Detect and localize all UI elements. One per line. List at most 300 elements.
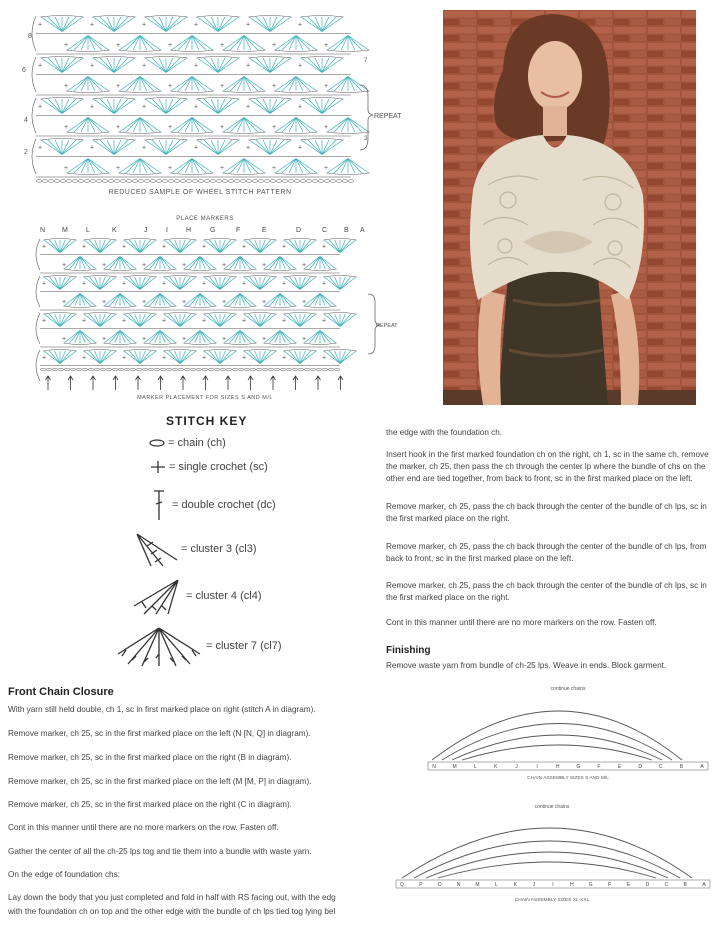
chart-fan (326, 77, 369, 93)
chart-chain-stitch (184, 368, 189, 371)
chart-sc-mark: + (182, 335, 187, 343)
chart-sc-mark: + (298, 103, 303, 111)
chart-sc-mark: + (90, 21, 95, 29)
chart-chain-stitch (48, 180, 53, 183)
chart-sc-mark: + (298, 144, 303, 152)
assembly2-top-label: continue chains (534, 804, 570, 810)
chart-sc-mark: + (182, 261, 187, 269)
key-cluster3-label: = cluster 3 (cl3) (181, 543, 257, 555)
assembly-letter: I (552, 882, 554, 888)
chart-sc-mark: + (202, 243, 207, 251)
chart-fan (263, 294, 296, 308)
chart-sc-mark: + (262, 298, 267, 306)
finishing-text: Remove waste yarn from bundle of ch-25 lps. Weave in ends. Block garment. (386, 661, 667, 670)
chart-sc-mark: + (142, 21, 147, 29)
chart-fan (183, 331, 216, 345)
chart-sc-mark: + (90, 62, 95, 70)
chart-chain-stitch (304, 368, 309, 371)
chart-sc-mark: + (38, 21, 43, 29)
chart-turn-loop (36, 350, 40, 381)
marker-arrow (293, 376, 298, 390)
chart-chain-stitch (180, 180, 185, 183)
chart-fan (274, 36, 317, 52)
chart-chain-stitch (142, 368, 147, 371)
chart-fan (92, 139, 135, 155)
chart-fan (143, 257, 176, 271)
chart-sc-mark: + (324, 164, 329, 172)
chart-chain-stitch (160, 368, 165, 371)
chart-sc-mark: + (38, 103, 43, 111)
key-chain (148, 437, 226, 449)
chart-fan (203, 239, 236, 253)
chart-chain-stitch (90, 180, 95, 183)
chart-sc-mark: + (142, 335, 147, 343)
model-photo (443, 10, 696, 405)
chart-chain-stitch (114, 180, 119, 183)
chart-fan (303, 294, 336, 308)
assembly-letter: L (494, 882, 498, 888)
chart-sc-mark: + (194, 144, 199, 152)
chart-sc-mark: + (168, 41, 173, 49)
chart-chain-stitch (250, 368, 255, 371)
chart-sc-mark: + (116, 164, 121, 172)
chart-chain-stitch (258, 180, 263, 183)
chart-fan (83, 313, 116, 327)
chart-sc-mark: + (220, 164, 225, 172)
top-repeat-label: REPEAT (374, 113, 402, 120)
chart-sc-mark: + (246, 62, 251, 70)
chart-fan (103, 257, 136, 271)
right-text-p6: Cont in this manner until there are no more markers on the row. Fasten off. (386, 618, 657, 627)
chart-fan (66, 36, 109, 52)
chart-chain-stitch (226, 368, 231, 371)
assembly-letter: J (532, 882, 536, 888)
marker-letter: J (144, 227, 148, 234)
front-closure-p2: Remove marker, ch 25, sc in the first marked place on the left (N [N, Q] in diagram). (8, 729, 311, 738)
chart-chain-stitch (252, 180, 257, 183)
chart-fan (170, 36, 213, 52)
chart-chain-stitch (288, 180, 293, 183)
chart-fan (170, 118, 213, 134)
chart-fan (63, 331, 96, 345)
chart-fan (283, 350, 316, 364)
chart-fan (243, 239, 276, 253)
chart-sc-mark: + (122, 280, 127, 288)
chart-sc-mark: + (298, 62, 303, 70)
chart-sc-mark: + (242, 317, 247, 325)
chart-sc-mark: + (116, 123, 121, 131)
chart-chain-stitch (196, 368, 201, 371)
chart-sc-mark: + (262, 261, 267, 269)
chart-sc-mark: + (246, 21, 251, 29)
chart-sc-mark: + (42, 243, 47, 251)
marker-arrow (271, 376, 276, 390)
chart-chain-stitch (94, 368, 99, 371)
chart-fan (66, 77, 109, 93)
assembly2-caption: CHAIN ASSEMBLY SIZES XL-XXL (514, 898, 590, 903)
chart-chain-stitch (240, 180, 245, 183)
chart-fan (248, 57, 291, 73)
chart-fan (303, 331, 336, 345)
chart-fan (222, 159, 265, 175)
chart-fan (43, 313, 76, 327)
chart-fan (83, 276, 116, 290)
marker-arrow (68, 376, 73, 390)
chart-sc-mark: + (142, 261, 147, 269)
chart-fan (323, 276, 356, 290)
chart-fan (40, 57, 83, 73)
chart-chain-stitch (172, 368, 177, 371)
chart-fan (300, 16, 343, 32)
chart-chain-stitch (150, 180, 155, 183)
chart-sc-mark: + (242, 354, 247, 362)
chart-fan (274, 77, 317, 93)
chart-fan (143, 294, 176, 308)
marker-arrow (46, 376, 51, 390)
row-number-4: 4 (24, 117, 28, 124)
chart-sc-mark: + (242, 243, 247, 251)
assembly-letter: G (588, 882, 593, 888)
chart-chain-stitch (126, 180, 131, 183)
marker-letter: L (86, 227, 90, 234)
chart-sc-mark: + (282, 243, 287, 251)
row-number-6: 6 (22, 67, 26, 74)
assembly-letter: M (452, 764, 457, 770)
chart-chain-stitch (280, 368, 285, 371)
chart-fan (40, 139, 83, 155)
right-text-p3: Remove marker, ch 25, pass the ch back through the center of the bundle of ch lps, sc in the first marked place on the right. (386, 502, 707, 523)
chart-sc-mark: + (246, 103, 251, 111)
key-double-crochet (150, 488, 276, 522)
chart-chain-stitch (132, 180, 137, 183)
chart-chain-stitch (82, 368, 87, 371)
assembly-letter: J (515, 764, 518, 770)
assembly-letter: D (645, 882, 650, 888)
chart-sc-mark: + (102, 261, 107, 269)
chart-chain-stitch (46, 368, 51, 371)
chart-chain-stitch (168, 180, 173, 183)
marker-letter: E (262, 227, 267, 234)
chart-fan (43, 239, 76, 253)
chart-fan (183, 257, 216, 271)
assembly-letter: O (437, 882, 442, 888)
chart-chain-stitch (286, 368, 291, 371)
assembly-letter: H (570, 882, 574, 888)
chart-fan (300, 139, 343, 155)
chart-chain-stitch (300, 180, 305, 183)
chart-sc-mark: + (38, 62, 43, 70)
front-closure-p10: with the foundation ch on top and the other edge with the bundle of ch lps tied tog lying bel (8, 907, 336, 916)
chart-chain-stitch (120, 180, 125, 183)
chart-fan (274, 118, 317, 134)
chart-fan (92, 16, 135, 32)
key-single-crochet-label: = single crochet (sc) (169, 461, 268, 473)
chart-chain-stitch (246, 180, 251, 183)
chart-sc-mark: + (102, 298, 107, 306)
chart-sc-mark: + (298, 21, 303, 29)
key-cluster3 (133, 530, 257, 568)
chart-chain-stitch (76, 368, 81, 371)
chart-fan (222, 77, 265, 93)
chart-fan (66, 159, 109, 175)
chart-sc-mark: + (322, 280, 327, 288)
chart-sc-mark: + (162, 354, 167, 362)
chart-chain-stitch (334, 368, 339, 371)
chart-fan (40, 16, 83, 32)
chart-chain-stitch (292, 368, 297, 371)
key-cluster7 (116, 624, 282, 668)
chart-chain-stitch (60, 180, 65, 183)
chart-sc-mark: + (182, 298, 187, 306)
chart-sc-mark: + (64, 41, 69, 49)
assembly-letter: H (555, 764, 560, 770)
chart-fan (83, 350, 116, 364)
chart-chain-stitch (274, 368, 279, 371)
chart-fan (196, 57, 239, 73)
chart-chain-stitch (238, 368, 243, 371)
chart-turn-loop (32, 16, 36, 51)
chart-turn-loop (32, 139, 36, 174)
chart-chain-stitch (316, 368, 321, 371)
chart-fan (203, 313, 236, 327)
chart-fan (243, 276, 276, 290)
chart-chain-stitch (102, 180, 107, 183)
chart-sc-mark: + (90, 144, 95, 152)
chart-turn-loop (36, 276, 40, 307)
chart-sc-mark: + (272, 164, 277, 172)
double-crochet-icon (150, 488, 168, 522)
chart-chain-stitch (112, 368, 117, 371)
front-closure-p4: Remove marker, ch 25, sc in the first marked place on the left (M [M, P] in diagram). (8, 777, 312, 786)
chart-sc-mark: + (162, 280, 167, 288)
marker-letter: A (360, 227, 365, 234)
chart-chain-stitch (202, 368, 207, 371)
wheel-stitch-chart (18, 10, 402, 190)
assembly-letter: K (513, 882, 517, 888)
right-text-p1: the edge with the foundation ch. (386, 428, 503, 437)
chart-sc-mark: + (302, 335, 307, 343)
chart-chain-stitch (336, 180, 341, 183)
stitch-key-title: STITCH KEY (166, 414, 248, 428)
chart-fan (283, 276, 316, 290)
assembly-letter: D (638, 764, 642, 770)
chart-chain-stitch (282, 180, 287, 183)
chart-fan (300, 57, 343, 73)
chart-chain-stitch (270, 180, 275, 183)
marker-arrow (203, 376, 208, 390)
chart-sc-mark: + (302, 261, 307, 269)
chart-sc-mark: + (222, 261, 227, 269)
chart-fan (123, 313, 156, 327)
front-closure-p7: Gather the center of all the ch-25 lps tog and tie them into a bundle with waste yarn. (8, 847, 312, 856)
model-illustration (443, 10, 696, 405)
chart-fan (183, 294, 216, 308)
front-closure-p9: Lay down the body that you just completed and fold in half with RS facing out, with the edg (8, 893, 336, 902)
assembly-letter: P (419, 882, 423, 888)
front-closure-p6: Cont in this manner until there are no more markers on the row. Fasten off. (8, 823, 279, 832)
key-cluster4 (130, 576, 262, 616)
side-number-3: 3 (364, 136, 368, 142)
marker-arrow (91, 376, 96, 390)
marker-arrow (316, 376, 321, 390)
chart-fan (43, 350, 76, 364)
chart-sc-mark: + (220, 123, 225, 131)
marker-arrow (226, 376, 231, 390)
chart-chain-stitch (294, 180, 299, 183)
assembly-letter: I (536, 764, 538, 770)
chart-fan (248, 139, 291, 155)
chart-chain-stitch (268, 368, 273, 371)
front-closure-p3: Remove marker, ch 25, sc in the first marked place on the right (B in diagram). (8, 753, 292, 762)
chart-chain-stitch (190, 368, 195, 371)
chart-chain-stitch (348, 180, 353, 183)
assembly-letter: C (658, 764, 663, 770)
chart-fan (40, 98, 83, 114)
chart-sc-mark: + (202, 354, 207, 362)
chart-fan (143, 331, 176, 345)
chart-fan (144, 16, 187, 32)
chart-chain-stitch (306, 180, 311, 183)
chart-fan (248, 16, 291, 32)
chart-chain-stitch (262, 368, 267, 371)
chart-turn-loop (32, 98, 36, 133)
chart-sc-mark: + (322, 317, 327, 325)
chart-sc-mark: + (62, 298, 67, 306)
chart-sc-mark: + (64, 164, 69, 172)
chart-sc-mark: + (102, 335, 107, 343)
chart-sc-mark: + (122, 317, 127, 325)
front-closure-p1: With yarn still held double, ch 1, sc in first marked place on right (stitch A in diagram). (8, 705, 316, 714)
chart-chain-stitch (108, 180, 113, 183)
chart-chain-stitch (310, 368, 315, 371)
key-chain-label: = chain (ch) (168, 437, 226, 449)
chart-fan (243, 313, 276, 327)
chart-sc-mark: + (272, 123, 277, 131)
chart-sc-mark: + (90, 103, 95, 111)
chart-fan (170, 77, 213, 93)
chain-assembly-diagram-1 (420, 682, 715, 787)
chart-sc-mark: + (42, 317, 47, 325)
chart-chain-stitch (100, 368, 105, 371)
chart-sc-mark: + (62, 261, 67, 269)
chart-fan (223, 331, 256, 345)
front-closure-heading: Front Chain Closure (8, 686, 114, 698)
chart-chain-stitch (118, 368, 123, 371)
chart-sc-mark: + (162, 317, 167, 325)
chart-fan (300, 98, 343, 114)
chart-chain-stitch (222, 180, 227, 183)
chart-chain-stitch (88, 368, 93, 371)
chart-chain-stitch (208, 368, 213, 371)
chart-fan (323, 239, 356, 253)
top-chart-caption: REDUCED SAMPLE OF WHEEL STITCH PATTERN (108, 189, 292, 196)
chain-assembly-diagram-2 (392, 800, 714, 910)
marker-letter: D (296, 227, 302, 234)
marker-letter: I (166, 227, 168, 234)
marker-arrow (248, 376, 253, 390)
marker-arrow (181, 376, 186, 390)
chart-fan (243, 350, 276, 364)
marker-letter: F (236, 227, 241, 234)
chart-sc-mark: + (282, 280, 287, 288)
chart-sc-mark: + (272, 82, 277, 90)
assembly-letter: F (608, 882, 612, 888)
chart-chain-stitch (148, 368, 153, 371)
chart-chain-stitch (58, 368, 63, 371)
chart-chain-stitch (174, 180, 179, 183)
key-double-crochet-label: = double crochet (dc) (172, 499, 276, 511)
chart-sc-mark: + (222, 335, 227, 343)
chart-fan (43, 276, 76, 290)
chart-sc-mark: + (168, 82, 173, 90)
chart-sc-mark: + (222, 298, 227, 306)
chart-fan (303, 257, 336, 271)
chart-chain-stitch (78, 180, 83, 183)
chart-sc-mark: + (324, 41, 329, 49)
chart-sc-mark: + (202, 280, 207, 288)
chart-fan (283, 313, 316, 327)
chart-chain-stitch (84, 180, 89, 183)
chart-sc-mark: + (116, 82, 121, 90)
key-cluster4-label: = cluster 4 (cl4) (186, 590, 262, 602)
chart-fan (118, 77, 161, 93)
chart-chain-stitch (312, 180, 317, 183)
marker-letter: B (344, 227, 349, 234)
place-markers-label: PLACE MARKERS (176, 216, 234, 222)
chart-chain-stitch (234, 180, 239, 183)
chart-chain-stitch (70, 368, 75, 371)
chart-chain-stitch (136, 368, 141, 371)
chart-fan (326, 159, 369, 175)
assembly-letter: B (683, 882, 687, 888)
marker-arrow (136, 376, 141, 390)
right-text-p5: Remove marker, ch 25, pass the ch back through the center of the bundle of ch lps, sc in the first marked place on the right. (386, 581, 707, 602)
chart-fan (222, 36, 265, 52)
chart-chain-stitch (154, 368, 159, 371)
chart-chain-stitch (318, 180, 323, 183)
assembly-letter: N (456, 882, 461, 888)
bottom-chart-caption: MARKER PLACEMENT FOR SIZES S AND M/L (137, 395, 273, 401)
chart-chain-stitch (192, 180, 197, 183)
finishing-heading: Finishing (386, 645, 431, 656)
chart-fan (103, 294, 136, 308)
chart-fan (144, 139, 187, 155)
chart-fan (118, 159, 161, 175)
chart-fan (326, 36, 369, 52)
chart-fan (223, 294, 256, 308)
chart-sc-mark: + (262, 335, 267, 343)
assembly-letter: Q (400, 882, 404, 888)
chart-fan (144, 57, 187, 73)
chart-fan (223, 257, 256, 271)
chart-fan (63, 294, 96, 308)
single-crochet-icon (149, 460, 169, 474)
chart-turn-loop (36, 313, 40, 344)
front-closure-p8: On the edge of foundation chs: (8, 870, 120, 879)
chart-sc-mark: + (142, 62, 147, 70)
chart-sc-mark: + (194, 62, 199, 70)
chart-fan (326, 118, 369, 134)
chart-chain-stitch (232, 368, 237, 371)
chart-chain-stitch (40, 368, 45, 371)
chart-chain-stitch (276, 180, 281, 183)
cluster3-icon (133, 530, 181, 568)
chart-sc-mark: + (122, 354, 127, 362)
chart-chain-stitch (198, 180, 203, 183)
chart-fan (196, 16, 239, 32)
chart-sc-mark: + (168, 164, 173, 172)
chart-fan (222, 118, 265, 134)
